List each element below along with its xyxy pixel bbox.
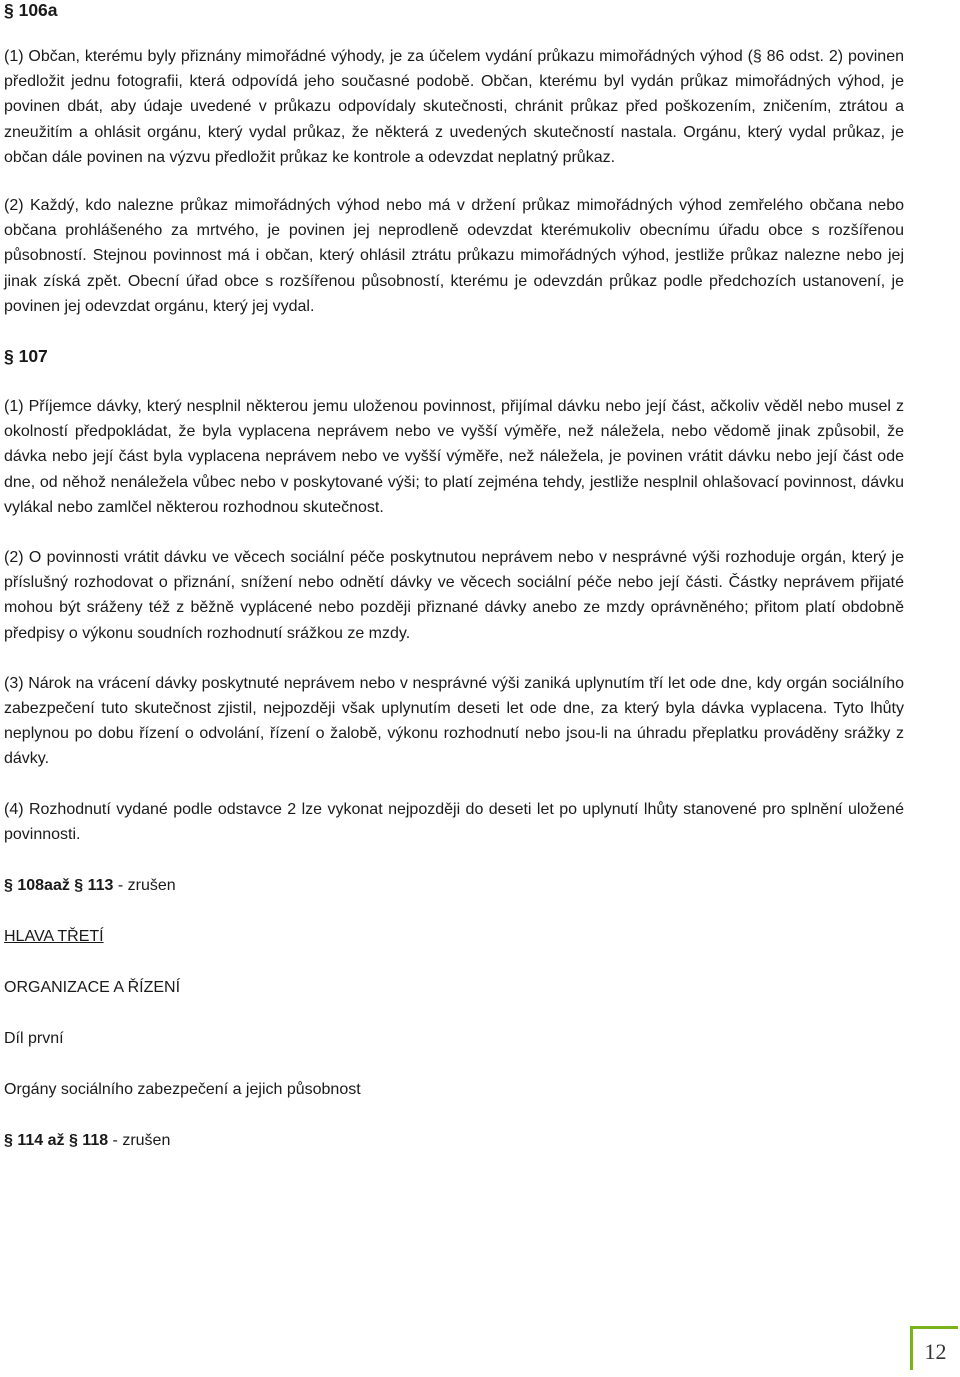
paragraph-106a-1: (1) Občan, kterému byly přiznány mimořádné výhody, je za účelem vydání průkazu mimořádných výhod (§ 86 odst. 2) povinen předložit jednu fotografii, která odpovídá jeho současné podobě. Občan, kterému byl vydán průkaz mimořádných výhod, je povinen dbát, aby údaje uvedené v průkazu odpovídaly skutečnosti, chránit průkaz před poškozením, zničením, ztrátou a zneužitím a ohlásit orgánu, který vydal průkaz, že některá z uvedených skutečností nastala. Orgánu, který vydal průkaz, je občan dále povinen na výzvu předložit průkaz ke kontrole a odevzdat neplatný průkaz.	[4, 48, 904, 166]
repealed-114-118	[4, 1128, 904, 1153]
paragraph-107-3: (3) Nárok na vrácení dávky poskytnuté neprávem nebo v nesprávné výši zaniká uplynutím tří let ode dne, kdy orgán sociálního zabezpečení tuto skutečnost zjistil, nejpozději však uplynutím deseti let ode dne, za který byla dávka vyplacena. Tyto lhůty neplynou po dobu řízení o odvolání, řízení o žalobě, výkonu rozhodnutí nebo jsou-li na úhradu přeplatku prováděny srážky z dávky.	[4, 674, 904, 768]
paragraph-107-2: (2) O povinnosti vrátit dávku ve věcech sociální péče poskytnutou neprávem nebo v nesprávné výši rozhoduje orgán, který je příslušný rozhodovat o přiznání, snížení nebo odnětí dávky ve věcech sociální péče nebo její části. Částky neprávem přijaté mohou být sráženy též z běžně vyplácené nebo později přiznané dávky anebo ze mzdy oprávněného; přitom platí obdobně předpisy o výkonu soudních rozhodnutí srážkou ze mzdy.	[4, 549, 904, 642]
repealed-108-113-status: - zrušen	[113, 877, 176, 895]
page-number: 12	[910, 1326, 958, 1370]
dil-title: Orgány sociálního zabezpečení a jejich působnost	[4, 1081, 361, 1099]
repealed-108-113	[4, 873, 904, 898]
dil-heading: Díl první	[4, 1030, 64, 1048]
repealed-108-113-from: § 108aaž	[4, 877, 70, 895]
repealed-114-118-from: § 114 až	[4, 1132, 65, 1150]
repealed-114-118-status: - zrušen	[108, 1132, 171, 1150]
paragraph-107-1: (1) Příjemce dávky, který nesplnil některou jemu uloženou povinnost, přijímal dávku nebo její část, ačkoliv věděl nebo musel z okolností předpokládat, že byla vyplacena neprávem nebo ve vyšší výměře, než náležela, nebo vědomě jinak způsobil, že dávka nebo její část byla vyplacena neprávem nebo ve vyšší výměře, než náležela, je povinen vrátit dávku nebo její část ode dne, od něhož nenáležela vůbec nebo v poskytované výši; to platí zejména tehdy, jestliže nesplnil ohlašovací povinnost, dávku vylákal nebo zamlčel některou rozhodnou skutečnost.	[4, 398, 904, 516]
hlava-heading: HLAVA TŘETÍ	[4, 928, 104, 946]
section-heading-106a: § 106a	[4, 0, 58, 20]
paragraph-107-4: (4) Rozhodnutí vydané podle odstavce 2 lze vykonat nejpozději do deseti let po uplynutí lhůty stanovené pro splnění uložené povinnosti.	[4, 800, 904, 843]
repealed-114-118-to: § 118	[68, 1132, 109, 1150]
section-heading-107: § 107	[4, 346, 48, 367]
hlava-title: ORGANIZACE A ŘÍZENÍ	[4, 979, 181, 997]
paragraph-106a-2: (2) Každý, kdo nalezne průkaz mimořádných výhod nebo má v držení průkaz mimořádných výhod zemřelého občana nebo občana prohlášeného za mrtvého, je povinen jej neprodleně odevzdat kterémukoliv obecnímu úřadu obce s rozšířenou působností. Stejnou povinnost má i občan, který ohlásil ztrátu průkazu mimořádných výhod, jestliže průkaz nalezne nebo jej jinak získá zpět. Obecní úřad obce s rozšířenou působností, kterému je odevzdán průkaz podle předchozích ustanovení, je povinen jej odevzdat orgánu, který jej vydal.	[4, 197, 904, 315]
document-page	[4, 0, 904, 1153]
repealed-108-113-to: § 113	[74, 877, 114, 895]
